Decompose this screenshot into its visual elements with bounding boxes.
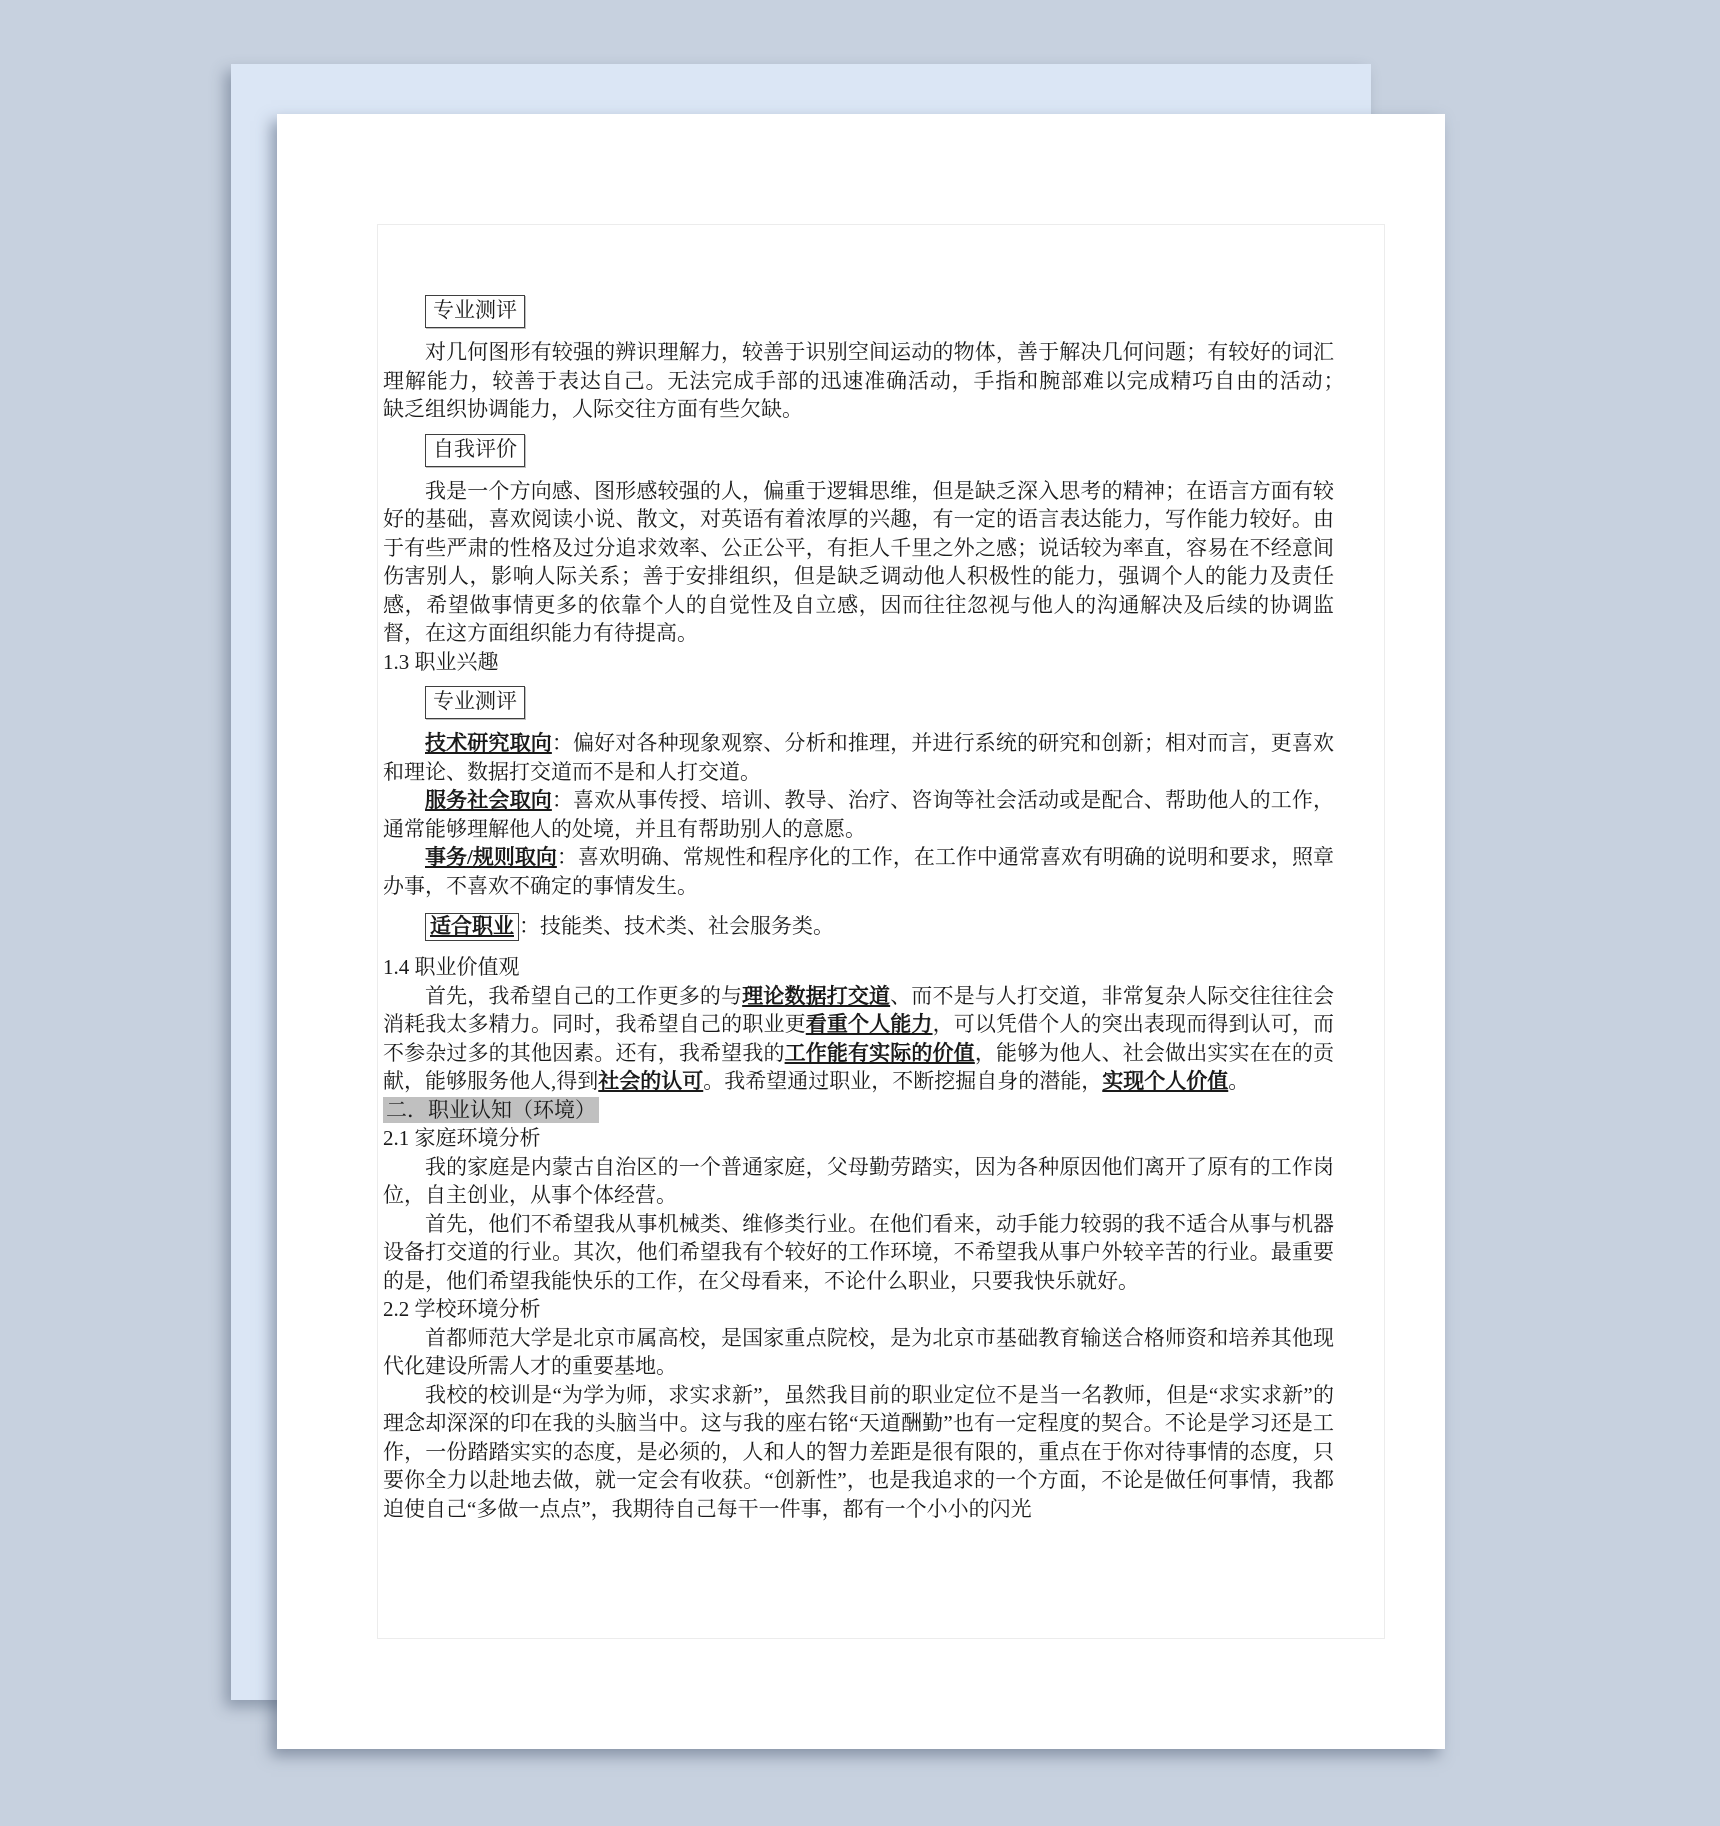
document-content [383, 295, 1355, 1523]
text-run: 、而不是与人打交道，非常复杂人际交往往往会消耗我太多精力。同时，我希望自己的职业更 [383, 983, 1335, 1036]
paragraph [383, 1153, 1334, 1210]
text-run: 。我希望通过职业，不断挖掘自身的潜能， [703, 1069, 1103, 1093]
text-run: 首都师范大学是北京市属高校，是国家重点院校，是为北京市基础教育输送合格师资和培养其他现代化建设所需人才的重要基地。 [383, 1325, 1334, 1378]
boxed-label-row [383, 686, 1334, 719]
paragraph [383, 912, 1334, 941]
text-run: 我是一个方向感、图形感较强的人，偏重于逻辑思维，但是缺乏深入思考的精神；在语言方面有较好的基础，喜欢阅读小说、散文，对英语有着浓厚的兴趣，有一定的语言表达能力，写作能力较好。由于有些严肃的性格及过分追求效率、公正公平，有拒人千里之外之感；说话较为率直，容易在不经意间伤害别人，影响人际关系；善于安排组织，但是缺乏调动他人积极性的能力，强调个人的能力及责任感，希望做事情更多的依靠个人的自觉性及自立感，因而往往忽视与他人的沟通解决及后续的协调监督，在这方面组织能力有待提高。 [383, 478, 1334, 645]
highlighted-heading-text: 二．职业认知（环境） [383, 1097, 599, 1123]
text-run: 社会的认可 [598, 1069, 704, 1093]
text-run: ：技能类、技术类、社会服务类。 [519, 914, 834, 938]
paragraph [383, 1381, 1334, 1524]
paragraph [383, 1210, 1334, 1296]
paragraph [383, 982, 1334, 1096]
text-run: ：喜欢从事传授、培训、教导、治疗、咨询等社会活动或是配合、帮助他人的工作，通常能够理解他人的处境，并且有帮助别人的意愿。 [383, 788, 1334, 841]
paragraph [383, 1324, 1334, 1381]
section-heading: 2.2 学校环境分析 [383, 1297, 541, 1321]
paragraph [383, 338, 1355, 424]
text-run: ：喜欢明确、常规性和程序化的工作，在工作中通常喜欢有明确的说明和要求，照章办事，不喜欢不确定的事情发生。 [383, 845, 1334, 898]
text-run: 事务/规则取向 [425, 845, 557, 869]
section-heading: 1.3 职业兴趣 [383, 649, 499, 674]
text-run: 理论数据打交道 [742, 983, 891, 1008]
section-heading: 2.1 家庭环境分析 [383, 1126, 541, 1150]
paragraph [383, 843, 1334, 900]
boxed-label-row [383, 295, 1334, 328]
content-frame [377, 224, 1385, 1639]
text-run: ：偏好对各种现象观察、分析和推理，并进行系统的研究和创新；相对而言，更喜欢和理论、数据打交道而不是和人打交道。 [383, 731, 1334, 784]
text-run: 工作能有实际的价值 [784, 1040, 975, 1065]
paragraph [383, 477, 1334, 648]
text-run: 我的家庭是内蒙古自治区的一个普通家庭，父母勤劳踏实，因为各种原因他们离开了原有的工作岗位，自主创业，从事个体经营。 [383, 1154, 1334, 1207]
text-run: ，能够为他人、社会做出实实在在的贡献，能够服务他人,得到 [383, 1040, 1335, 1093]
text-run: ，可以凭借个人的突出表现而得到认可，而不参杂过多的其他因素。还有，我希望我的 [383, 1012, 1335, 1065]
document-page [277, 114, 1445, 1749]
section-heading [383, 1096, 1334, 1125]
text-run: 我校的校训是“为学为师，求实求新”，虽然我目前的职业定位不是当一名教师，但是“求实求新”的理念却深深的印在我的头脑当中。这与我的座右铭“天道酬勤”也有一定程度的契合。不论是学习还是工作，一份踏踏实实的态度，是必须的，人和人的智力差距是很有限的，重点在于你对待事情的态度，只要你全力以赴地去做，就一定会有收获。“创新性”，也是我追求的一个方面，不论是做任何事情，我都迫使自己“多做一点点”，我期待自己每干一件事，都有一个小小的闪光 [383, 1382, 1334, 1521]
paragraph [383, 786, 1334, 843]
paragraph [383, 729, 1334, 786]
section-heading: 1.4 职业价值观 [383, 955, 520, 979]
text-run: 对几何图形有较强的辨识理解力，较善于识别空间运动的物体，善于解决几何问题；有较好的词汇理解能力，较善于表达自己。无法完成手部的迅速准确活动，手指和腕部难以完成精巧自由的活动； 缺乏组织协调能力，人际交往方面有些欠缺。 [383, 340, 1355, 421]
text-run: 看重个人能力 [805, 1012, 933, 1036]
text-run: 实现个人价值 [1102, 1069, 1229, 1093]
text-run: 首先，他们不希望我从事机械类、维修类行业。在他们看来，动手能力较弱的我不适合从事与机器设备打交道的行业。其次，他们希望我有个较好的工作环境，不希望我从事户外较辛苦的行业。最重要的是，他们希望我能快乐的工作，在父母看来，不论什么职业，只要我快乐就好。 [383, 1211, 1334, 1293]
text-run: 服务社会取向 [425, 788, 552, 812]
boxed-label-row [383, 434, 1334, 467]
inline-boxed-term: 适合职业 [425, 913, 519, 941]
boxed-label: 专业测评 [425, 295, 525, 328]
boxed-label: 自我评价 [425, 434, 525, 467]
text-run: 。 [1228, 1069, 1250, 1093]
text-run: 首先，我希望自己的工作更多的与 [425, 983, 743, 1008]
text-run: 技术研究取向 [425, 731, 552, 755]
boxed-label: 专业测评 [425, 686, 525, 719]
